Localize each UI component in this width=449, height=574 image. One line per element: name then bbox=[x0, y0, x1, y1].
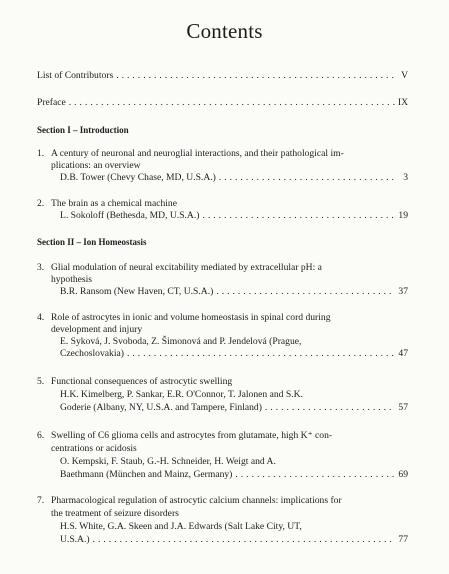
entry-number: 2. bbox=[37, 198, 45, 209]
page-number: 57 bbox=[398, 402, 408, 413]
page-number: 19 bbox=[398, 210, 408, 221]
entry-authors: E. Syková, J. Svoboda, Z. Šimonová and P. Jendelová (Prague, bbox=[60, 336, 302, 347]
dot-leader bbox=[216, 286, 395, 298]
entry-title-line: Role of astrocytes in ionic and volume homeostasis in spinal cord during bbox=[51, 312, 331, 323]
entry-number: 4. bbox=[37, 312, 45, 323]
entry-title-line: hypothesis bbox=[51, 274, 93, 285]
page-number: 47 bbox=[398, 348, 408, 359]
entry-number: 1. bbox=[37, 148, 45, 159]
entry-number: 7. bbox=[37, 495, 45, 506]
entry-authors: O. Kempski, F. Staub, G.-H. Schneider, H. Weigt and A. bbox=[60, 456, 276, 467]
dot-leader bbox=[127, 348, 395, 360]
entry-title-line: Pharmacological regulation of astrocytic calcium channels: implications for bbox=[51, 495, 342, 506]
entry-title-line: centrations or acidosis bbox=[51, 443, 137, 454]
entry-title-line: Glial modulation of neural excitability mediated by extracellular pH: a bbox=[51, 262, 322, 273]
dot-leader bbox=[93, 534, 395, 546]
entry-authors: B.R. Ransom (New Haven, CT, U.S.A.) bbox=[60, 286, 214, 297]
toc-entry-label: Preface bbox=[37, 97, 66, 108]
entry-authors: Czechoslovakia) bbox=[60, 348, 124, 359]
page-number: V bbox=[401, 70, 408, 81]
entry-authors: L. Sokoloff (Bethesda, MD, U.S.A.) bbox=[60, 210, 200, 221]
page-title: Contents bbox=[186, 19, 263, 43]
entry-authors: H.K. Kimelberg, P. Sankar, E.R. O'Connor, T. Jalonen and S.K. bbox=[60, 389, 303, 400]
toc-entry-contributors[interactable] bbox=[37, 70, 408, 82]
entry-title-line: the treatment of seizure disorders bbox=[51, 508, 179, 519]
entry-authors: U.S.A.) bbox=[60, 534, 90, 545]
page-number: 3 bbox=[403, 172, 408, 183]
entry-title-line: development and injury bbox=[51, 324, 143, 335]
dot-leader bbox=[116, 70, 395, 82]
entry-number: 3. bbox=[37, 262, 45, 273]
entry-authors: H.S. White, G.A. Skeen and J.A. Edwards (Salt Lake City, UT, bbox=[60, 521, 302, 532]
entry-authors: Baethmann (München and Mainz, Germany) bbox=[60, 469, 233, 480]
entry-title-line: plications: an overview bbox=[51, 160, 141, 171]
dot-leader bbox=[265, 402, 395, 414]
dot-leader bbox=[69, 97, 395, 109]
entry-title-line: A century of neuronal and neuroglial interactions, and their pathological im- bbox=[51, 148, 344, 159]
page-number: 77 bbox=[398, 534, 408, 545]
section-heading-ion-homeostasis: Section II – Ion Homeostasis bbox=[37, 237, 147, 247]
toc-entry-preface[interactable] bbox=[37, 97, 408, 109]
entry-authors: Goderie (Albany, NY, U.S.A. and Tampere, Finland) bbox=[60, 402, 262, 413]
page-number: 69 bbox=[398, 469, 408, 480]
entry-title-line: Swelling of C6 glioma cells and astrocytes from glutamate, high K⁺ con- bbox=[51, 430, 333, 441]
dot-leader bbox=[235, 469, 395, 481]
dot-leader bbox=[202, 210, 395, 222]
entry-number: 6. bbox=[37, 430, 45, 441]
entry-authors: D.B. Tower (Chevy Chase, MD, U.S.A.) bbox=[60, 172, 216, 183]
toc-entry-label: List of Contributors bbox=[37, 70, 114, 81]
page-number: IX bbox=[397, 97, 408, 108]
entry-title-line: The brain as a chemical machine bbox=[51, 198, 177, 209]
section-heading-introduction: Section I – Introduction bbox=[37, 125, 129, 135]
page-number: 37 bbox=[398, 286, 408, 297]
dot-leader bbox=[219, 172, 395, 184]
entry-number: 5. bbox=[37, 376, 45, 387]
entry-title-line: Functional consequences of astrocytic swelling bbox=[51, 376, 233, 387]
